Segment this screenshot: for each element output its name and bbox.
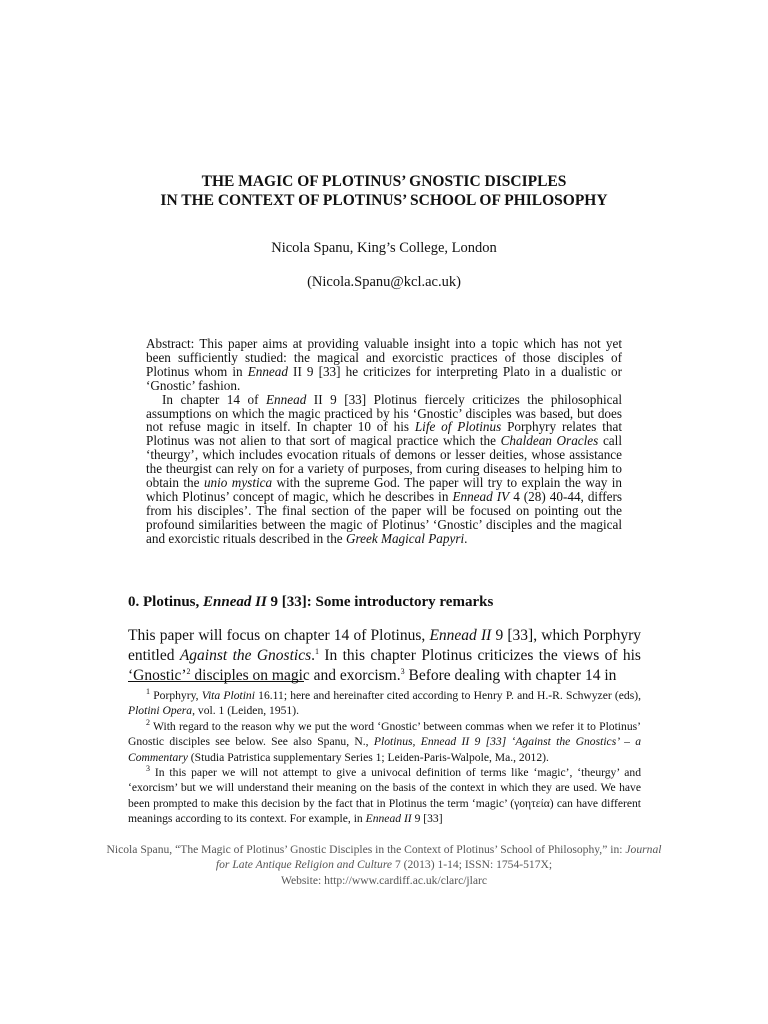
text: In chapter 14 of xyxy=(162,391,266,407)
author-line: Nicola Spanu, King’s College, London xyxy=(271,240,497,256)
body-paragraph xyxy=(128,626,641,686)
italic-text: Journal for Late Antique Religion and Culture xyxy=(215,843,662,872)
title-line-2: IN THE CONTEXT OF PLOTINUS’ SCHOOL OF PHILOSOPHY xyxy=(160,192,608,209)
text: 7 (2013) 1-14; ISSN: 1754-517X; xyxy=(392,858,553,872)
italic-text: Against the Gnostics xyxy=(179,647,312,664)
italic-text: Vita Plotini xyxy=(201,689,255,702)
italic-text: Greek Magical Papyri xyxy=(345,530,465,546)
footnote-3 xyxy=(128,765,641,827)
italic-text: Ennead II xyxy=(429,627,492,644)
italic-text: Chaldean Oracles xyxy=(500,433,599,449)
author-email: (Nicola.Spanu@kcl.ac.uk) xyxy=(307,274,461,290)
text: With regard to the reason why we put the word ‘Gnostic’ between commas when we refer it to Plotinus’ Gnostic disciples see below. See also Spanu, N., xyxy=(128,719,641,749)
text: Nicola Spanu, “The Magic of Plotinus’ Gnostic Disciples in the Context of Plotinus’ School of Philosophy,” in: xyxy=(106,843,626,856)
footnote-2 xyxy=(128,719,641,765)
footnote-ref: 1 xyxy=(314,646,319,656)
footnotes xyxy=(128,688,641,827)
italic-text: Life of Plotinus xyxy=(414,419,502,435)
text: 16.11; here and hereinafter cited according to Henry P. and H.-R. Schwyzer (eds), xyxy=(254,689,641,702)
text: This paper will focus on chapter 14 of Plotinus, xyxy=(128,627,430,644)
abstract-paragraph-2 xyxy=(146,393,622,546)
text: call ‘theurgy’, which includes evocation rituals of demons or lesser deities, whose assistance the theurgist can rely on for a variety of purposes, from curing diseases to helping him to obtain the xyxy=(146,433,622,491)
journal-citation xyxy=(100,842,668,888)
abstract-paragraph-1 xyxy=(146,337,622,393)
text: (Studia Patristica supplementary Series 1; Leiden-Paris-Walpole, Ma., 2012). xyxy=(187,750,549,764)
abstract xyxy=(146,337,622,546)
text: disciples on magic and exorcism. xyxy=(190,667,401,684)
text: Before dealing with chapter 14 in xyxy=(404,667,617,684)
text: 9 [33], which Porphyry entitled xyxy=(128,627,641,664)
text: Porphyry, xyxy=(150,689,202,702)
text: 9 [33]: Some introductory remarks xyxy=(266,594,494,610)
italic-text: Ennead II xyxy=(365,812,412,826)
italic-text: Plotinus, Ennead II 9 [33] ‘Against the Gnostics’ – a Commentary xyxy=(128,735,641,764)
italic-text: Ennead xyxy=(266,391,307,407)
text: . xyxy=(464,530,468,546)
text: , vol. 1 (Leiden, 1951). xyxy=(192,704,299,718)
italic-text: Plotini Opera xyxy=(128,704,193,718)
text: . xyxy=(311,647,315,664)
text: II 9 [33] Plotinus fiercely criticizes the philosophical assumptions on which the magic practiced by his ‘Gnostic’ disciples was based, but does not refuse magic in itself. In chapter 10 of his xyxy=(146,391,622,435)
citation-text xyxy=(100,842,668,873)
footnote-number: 3 xyxy=(146,764,150,774)
text: 0. Plotinus, xyxy=(128,594,204,610)
title-line-1: THE MAGIC OF PLOTINUS’ GNOSTIC DISCIPLES xyxy=(201,173,567,190)
citation-website: Website: http://www.cardiff.ac.uk/clarc/jlarc xyxy=(280,873,488,887)
text: II 9 [33] he criticizes for interpreting Plato in a dualistic or ‘Gnostic’ fashion. xyxy=(146,363,623,393)
italic-text: Ennead xyxy=(247,363,288,379)
italic-text: unio mystica xyxy=(203,475,273,491)
paper-title xyxy=(80,172,688,210)
footnote-divider xyxy=(128,681,304,682)
footnote-ref: 2 xyxy=(186,666,191,676)
italic-text: Ennead IV xyxy=(452,488,510,504)
text: with the supreme God. The paper will try to explain the way in which Plotinus’ concept of magic, which he describes in xyxy=(146,475,622,504)
text: Porphyry relates that Plotinus was not alien to that sort of magical practice which the xyxy=(146,419,622,449)
italic-text: Ennead II xyxy=(203,594,267,610)
text: 9 [33] xyxy=(411,812,443,826)
text: In this chapter Plotinus criticizes the views of his ‘Gnostic’ xyxy=(128,647,641,684)
footnote-ref: 3 xyxy=(400,666,405,676)
footnote-1 xyxy=(128,688,641,719)
footnote-number: 1 xyxy=(146,687,150,697)
text: In this paper we will not attempt to give a univocal definition of terms like ‘magic’, ‘theurgy’ and ‘exorcism’ but we will understand their meaning on the basis of the context in which they are used. We have been prompted to make this decision by the fact that in Plotinus the term ‘magic’ (γοητεία) can have different meanings according to its context. For example, in xyxy=(128,766,641,826)
section-heading xyxy=(128,594,493,611)
text: 4 (28) 40-44, differs from his disciples’. The final section of the paper will be focused on pointing out the profound similarities between the magic of Plotinus’ ‘Gnostic’ disciples and the magical and exorcistic rituals described in the xyxy=(146,488,623,546)
text: Abstract: This paper aims at providing valuable insight into a topic which has not yet been sufficiently studied: the magical and exorcistic practices of those disciples of Plotinus whom in xyxy=(146,336,622,379)
footnote-number: 2 xyxy=(146,717,150,727)
